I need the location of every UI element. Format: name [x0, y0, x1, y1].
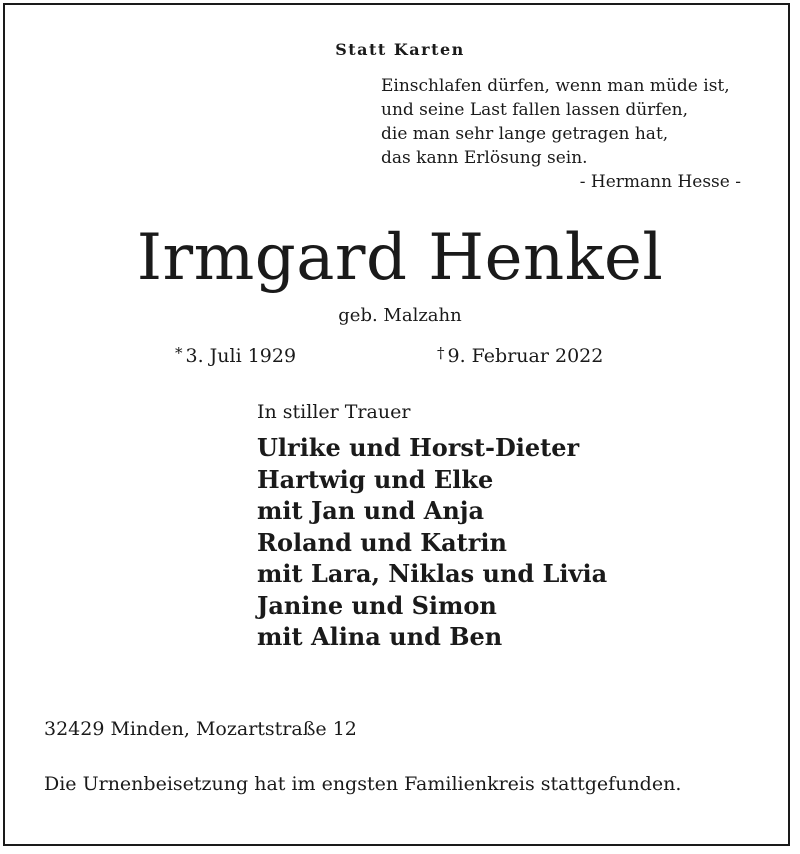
poem-line: das kann Erlösung sein.: [381, 148, 588, 168]
mourner-line: Janine und Simon: [257, 590, 497, 620]
mourning-intro: In stiller Trauer: [257, 401, 411, 423]
poem-quote: [381, 74, 761, 194]
mourner-line: Ulrike und Horst-Dieter: [257, 433, 580, 462]
deceased-name: Irmgard Henkel: [136, 221, 664, 295]
death-date-line: [437, 344, 603, 367]
mourner-line: mit Lara, Niklas und Livia: [257, 559, 608, 588]
poem-line: und seine Last fallen lassen dürfen,: [381, 100, 689, 120]
mourner-line: Roland und Katrin: [257, 527, 507, 557]
mourners-list: [257, 432, 607, 653]
maiden-name: geb. Malzahn: [338, 305, 462, 326]
death-date: 9. Februar 2022: [447, 345, 604, 367]
birth-date: 3. Juli 1929: [185, 345, 297, 367]
mourner-line: mit Alina und Ben: [257, 622, 503, 651]
poem-line: Einschlafen dürfen, wenn man müde ist,: [381, 76, 730, 96]
mourner-line: mit Jan und Anja: [257, 496, 485, 525]
burial-note: Die Urnenbeisetzung hat im engsten Familienkreis stattgefunden.: [44, 773, 682, 795]
poem-author: - Hermann Hesse -: [579, 172, 741, 192]
birth-star-icon: *: [175, 344, 183, 362]
death-cross-icon: †: [437, 344, 445, 362]
poem-line: die man sehr lange getragen hat,: [381, 124, 669, 144]
mourner-line: Hartwig und Elke: [257, 464, 494, 494]
address: 32429 Minden, Mozartstraße 12: [44, 718, 357, 740]
notice-header: Statt Karten: [335, 40, 465, 59]
birth-date-line: [175, 344, 296, 367]
